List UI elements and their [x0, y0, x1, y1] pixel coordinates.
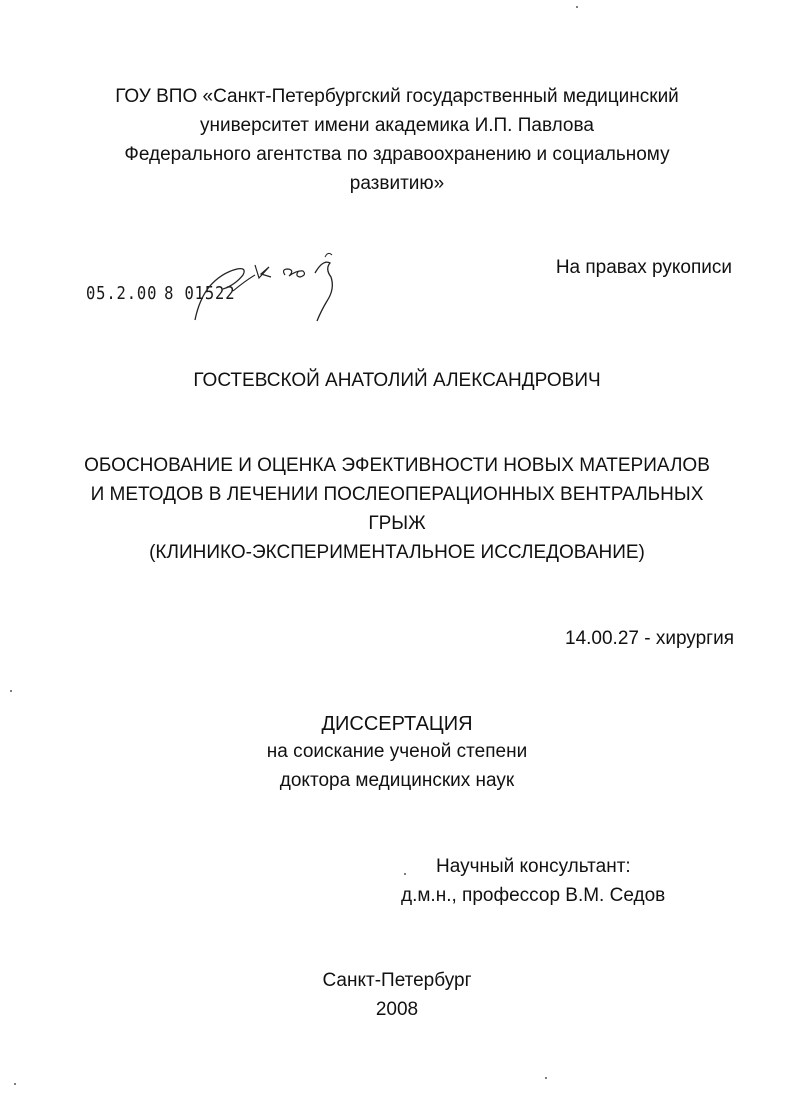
scan-speck	[10, 690, 12, 692]
scan-speck	[404, 873, 406, 875]
handwritten-signature	[185, 245, 350, 325]
institution-line-2: университет имени академика И.П. Павлова	[200, 115, 594, 136]
rights-note: На правах рукописи	[555, 257, 732, 278]
title-line-1: ОБОСНОВАНИЕ И ОЦЕНКА ЭФЕКТИВНОСТИ НОВЫХ МАТЕРИАЛОВ	[84, 455, 710, 476]
year: 2008	[375, 999, 419, 1020]
city: Санкт-Петербург	[322, 970, 472, 991]
dissertation-heading: ДИССЕРТАЦИЯ	[321, 713, 473, 735]
specialty: 14.00.27 - хирургия	[565, 628, 734, 649]
degree-line-2: доктора медицинских наук	[279, 770, 515, 791]
degree-line-1: на соискание ученой степени	[266, 741, 528, 762]
consultant-name: д.м.н., профессор В.М. Седов	[401, 885, 666, 906]
scan-speck	[14, 1083, 16, 1085]
title-line-3: ГРЫЖ	[368, 513, 426, 534]
scan-speck	[545, 1077, 547, 1079]
consultant-label: Научный консультант:	[436, 856, 631, 877]
stamp-date: 05.2.00	[86, 283, 158, 304]
title-line-2: И МЕТОДОВ В ЛЕЧЕНИИ ПОСЛЕОПЕРАЦИОННЫХ ВЕНТРАЛЬНЫХ	[90, 484, 704, 505]
institution-line-3: Федерального агентства по здравоохранению и социальному	[124, 144, 670, 165]
title-line-4: (КЛИНИКО-ЭКСПЕРИМЕНТАЛЬНОЕ ИССЛЕДОВАНИЕ)	[149, 542, 645, 563]
stamp-number: 8 01522	[164, 283, 236, 304]
author-name: ГОСТЕВСКОЙ АНАТОЛИЙ АЛЕКСАНДРОВИЧ	[193, 370, 601, 391]
scan-speck	[576, 6, 578, 8]
institution-line-4: развитию»	[349, 173, 445, 194]
institution-line-1: ГОУ ВПО «Санкт-Петербургский государственный медицинский	[115, 86, 679, 107]
